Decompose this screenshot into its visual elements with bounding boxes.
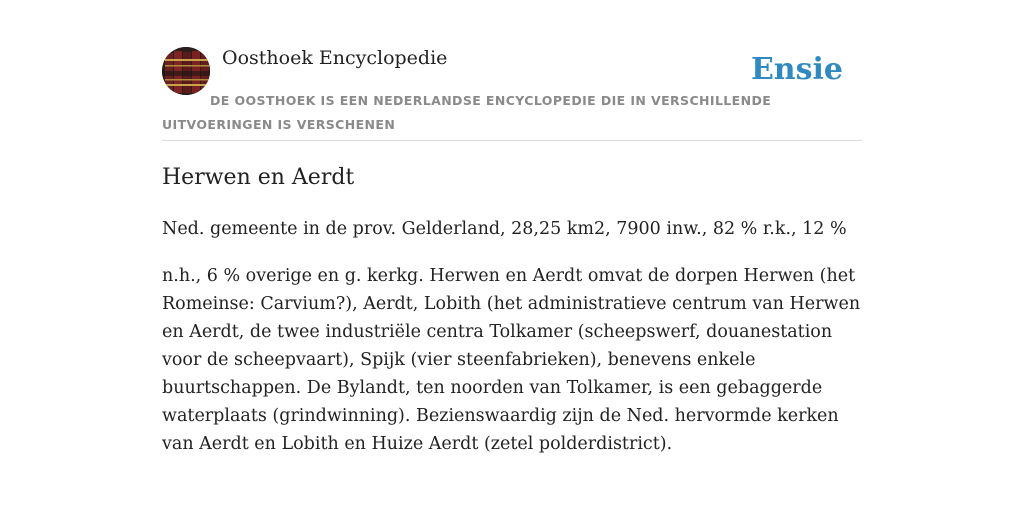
article-paragraph: Ned. gemeente in de prov. Gelderland, 28,25 km2, 7900 inw., 82 % r.k., 12 %	[162, 219, 847, 239]
article-title: Herwen en Aerdt	[162, 165, 355, 190]
article	[162, 162, 862, 477]
header	[162, 46, 862, 141]
article-paragraph: n.h., 6 % overige en g. kerkg. Herwen en Aerdt omvat de dorpen Herwen (het Romeinse: Carvium?), Aerdt, Lobith (het administratieve centrum van Herwen en Aerdt, de twee industriële centra Tolkamer (scheepswerf, douanestation voor de scheepvaart), Spijk (vier steenfabrieken), benevens enkele buurtschappen. De Bylandt, ten noorden van Tolkamer, is een gebaggerde waterplaats (grindwinning). Bezienswaardig zijn de Ned. hervormde kerken van Aerdt en Lobith en Huize Aerdt (zetel polderdistrict).	[162, 266, 861, 454]
site-tagline: DE OOSTHOEK IS EEN NEDERLANDSE ENCYCLOPEDIE DIE IN VERSCHILLENDE UITVOERINGEN IS VERSCHENEN	[162, 93, 772, 132]
site-title[interactable]: Oosthoek Encyclopedie	[222, 47, 448, 69]
brand-logo[interactable]: Ensie	[750, 52, 843, 87]
encyclopedia-books-icon	[162, 47, 210, 95]
